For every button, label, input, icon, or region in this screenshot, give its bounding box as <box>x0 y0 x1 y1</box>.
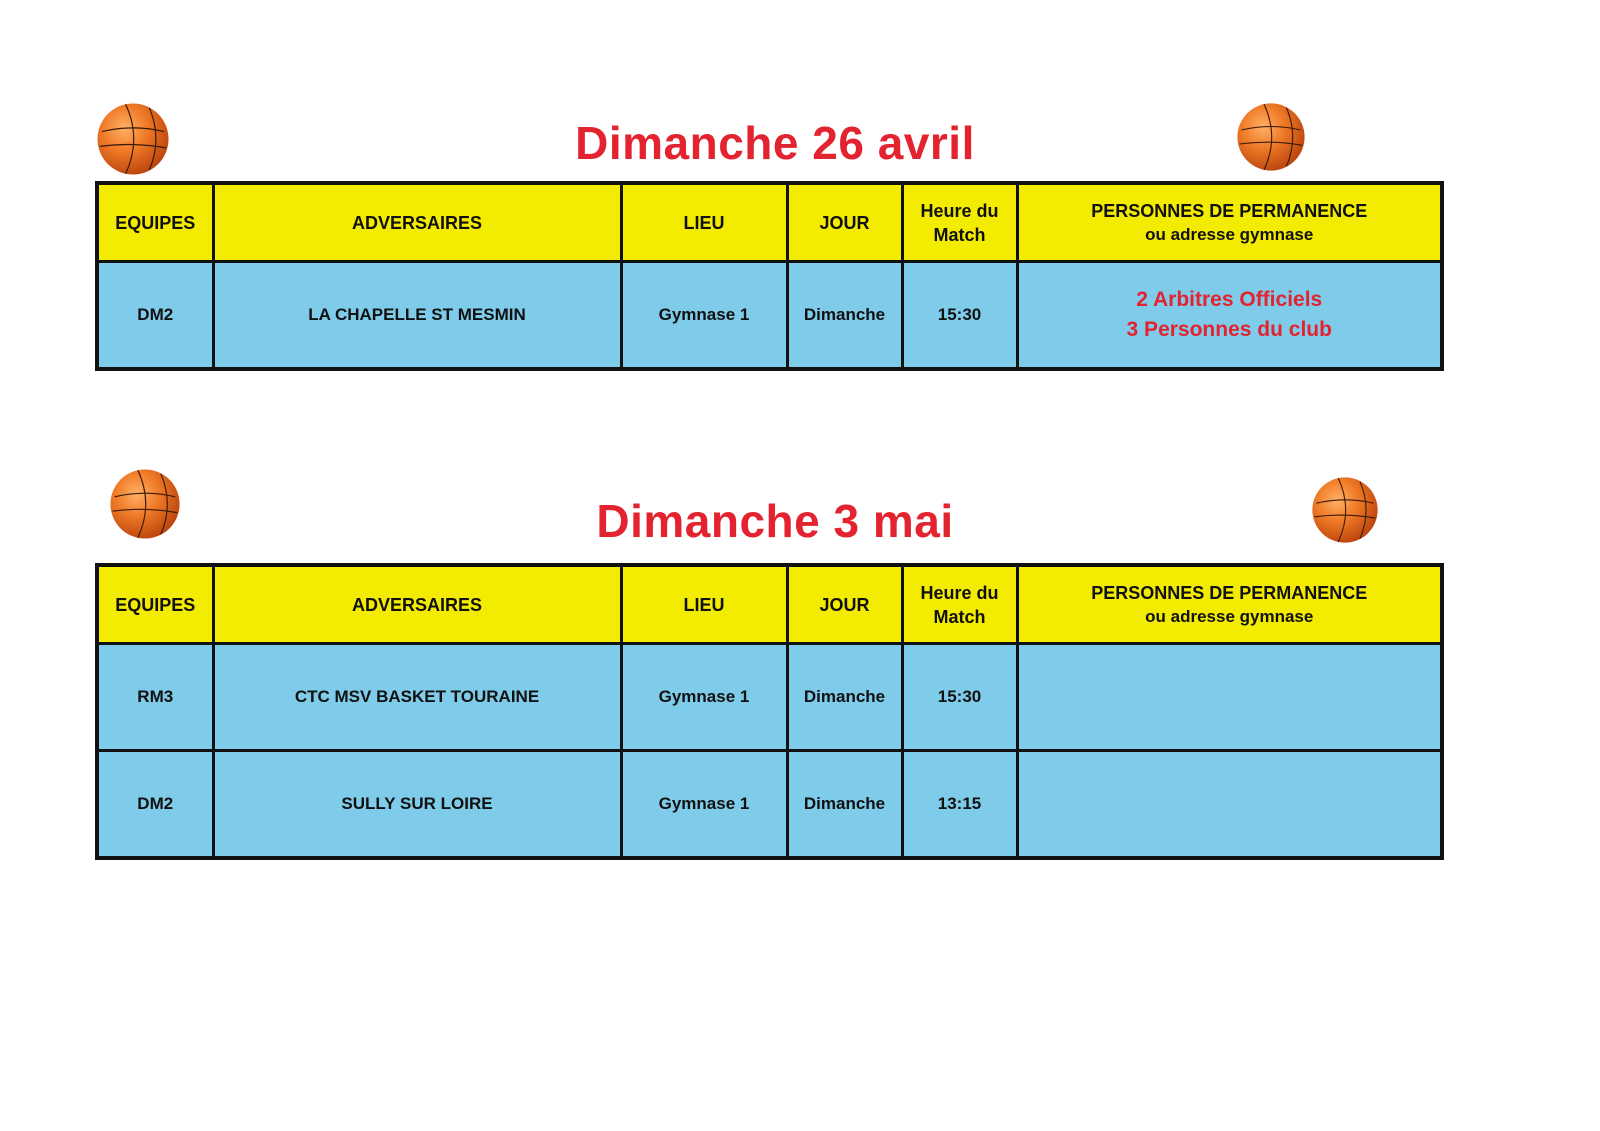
header-text: ou adresse gymnase <box>1145 606 1314 626</box>
header-row <box>97 183 1442 262</box>
header-text: PERSONNES DE PERMANENCE <box>1091 200 1368 221</box>
cell-permanence <box>1017 751 1442 859</box>
cell-permanence <box>1017 644 1442 751</box>
permanence-text: 2 Arbitres Officiels <box>1136 288 1323 311</box>
cell-adversaire: CTC MSV BASKET TOURAINE <box>213 644 621 751</box>
col-header-heure <box>902 183 1017 262</box>
schedule-table <box>95 563 1444 860</box>
header-text: Match <box>933 606 986 627</box>
header-row <box>97 565 1442 644</box>
section-title: Dimanche 3 mai <box>596 495 954 547</box>
cell-lieu: Gymnase 1 <box>621 644 787 751</box>
cell-adversaire: LA CHAPELLE ST MESMIN <box>213 262 621 370</box>
cell-heure: 13:15 <box>902 751 1017 859</box>
cell-heure: 15:30 <box>902 644 1017 751</box>
cell-lieu: Gymnase 1 <box>621 751 787 859</box>
col-header-jour: JOUR <box>787 565 902 644</box>
cell-jour: Dimanche <box>787 644 902 751</box>
section-title: Dimanche 26 avril <box>575 117 975 169</box>
col-header-heure <box>902 565 1017 644</box>
header-text: Match <box>933 224 986 245</box>
col-header-permanence <box>1017 565 1442 644</box>
col-header-adversaires: ADVERSAIRES <box>213 565 621 644</box>
header-text: Heure du <box>920 200 999 221</box>
col-header-jour: JOUR <box>787 183 902 262</box>
cell-heure: 15:30 <box>902 262 1017 370</box>
cell-equipe: DM2 <box>97 751 213 859</box>
cell-adversaire: SULLY SUR LOIRE <box>213 751 621 859</box>
header-text: Heure du <box>920 582 999 603</box>
header-text: PERSONNES DE PERMANENCE <box>1091 582 1368 603</box>
table-row <box>97 751 1442 859</box>
col-header-adversaires: ADVERSAIRES <box>213 183 621 262</box>
cell-equipe: RM3 <box>97 644 213 751</box>
permanence-text: 3 Personnes du club <box>1126 318 1332 341</box>
cell-jour: Dimanche <box>787 751 902 859</box>
col-header-equipes: EQUIPES <box>97 565 213 644</box>
col-header-equipes: EQUIPES <box>97 183 213 262</box>
table-row <box>97 262 1442 370</box>
header-text: ou adresse gymnase <box>1145 224 1314 244</box>
cell-lieu: Gymnase 1 <box>621 262 787 370</box>
col-header-lieu: LIEU <box>621 565 787 644</box>
col-header-lieu: LIEU <box>621 183 787 262</box>
col-header-permanence <box>1017 183 1442 262</box>
cell-permanence <box>1017 262 1442 370</box>
cell-jour: Dimanche <box>787 262 902 370</box>
cell-equipe: DM2 <box>97 262 213 370</box>
table-row <box>97 644 1442 751</box>
schedule-table <box>95 181 1444 371</box>
